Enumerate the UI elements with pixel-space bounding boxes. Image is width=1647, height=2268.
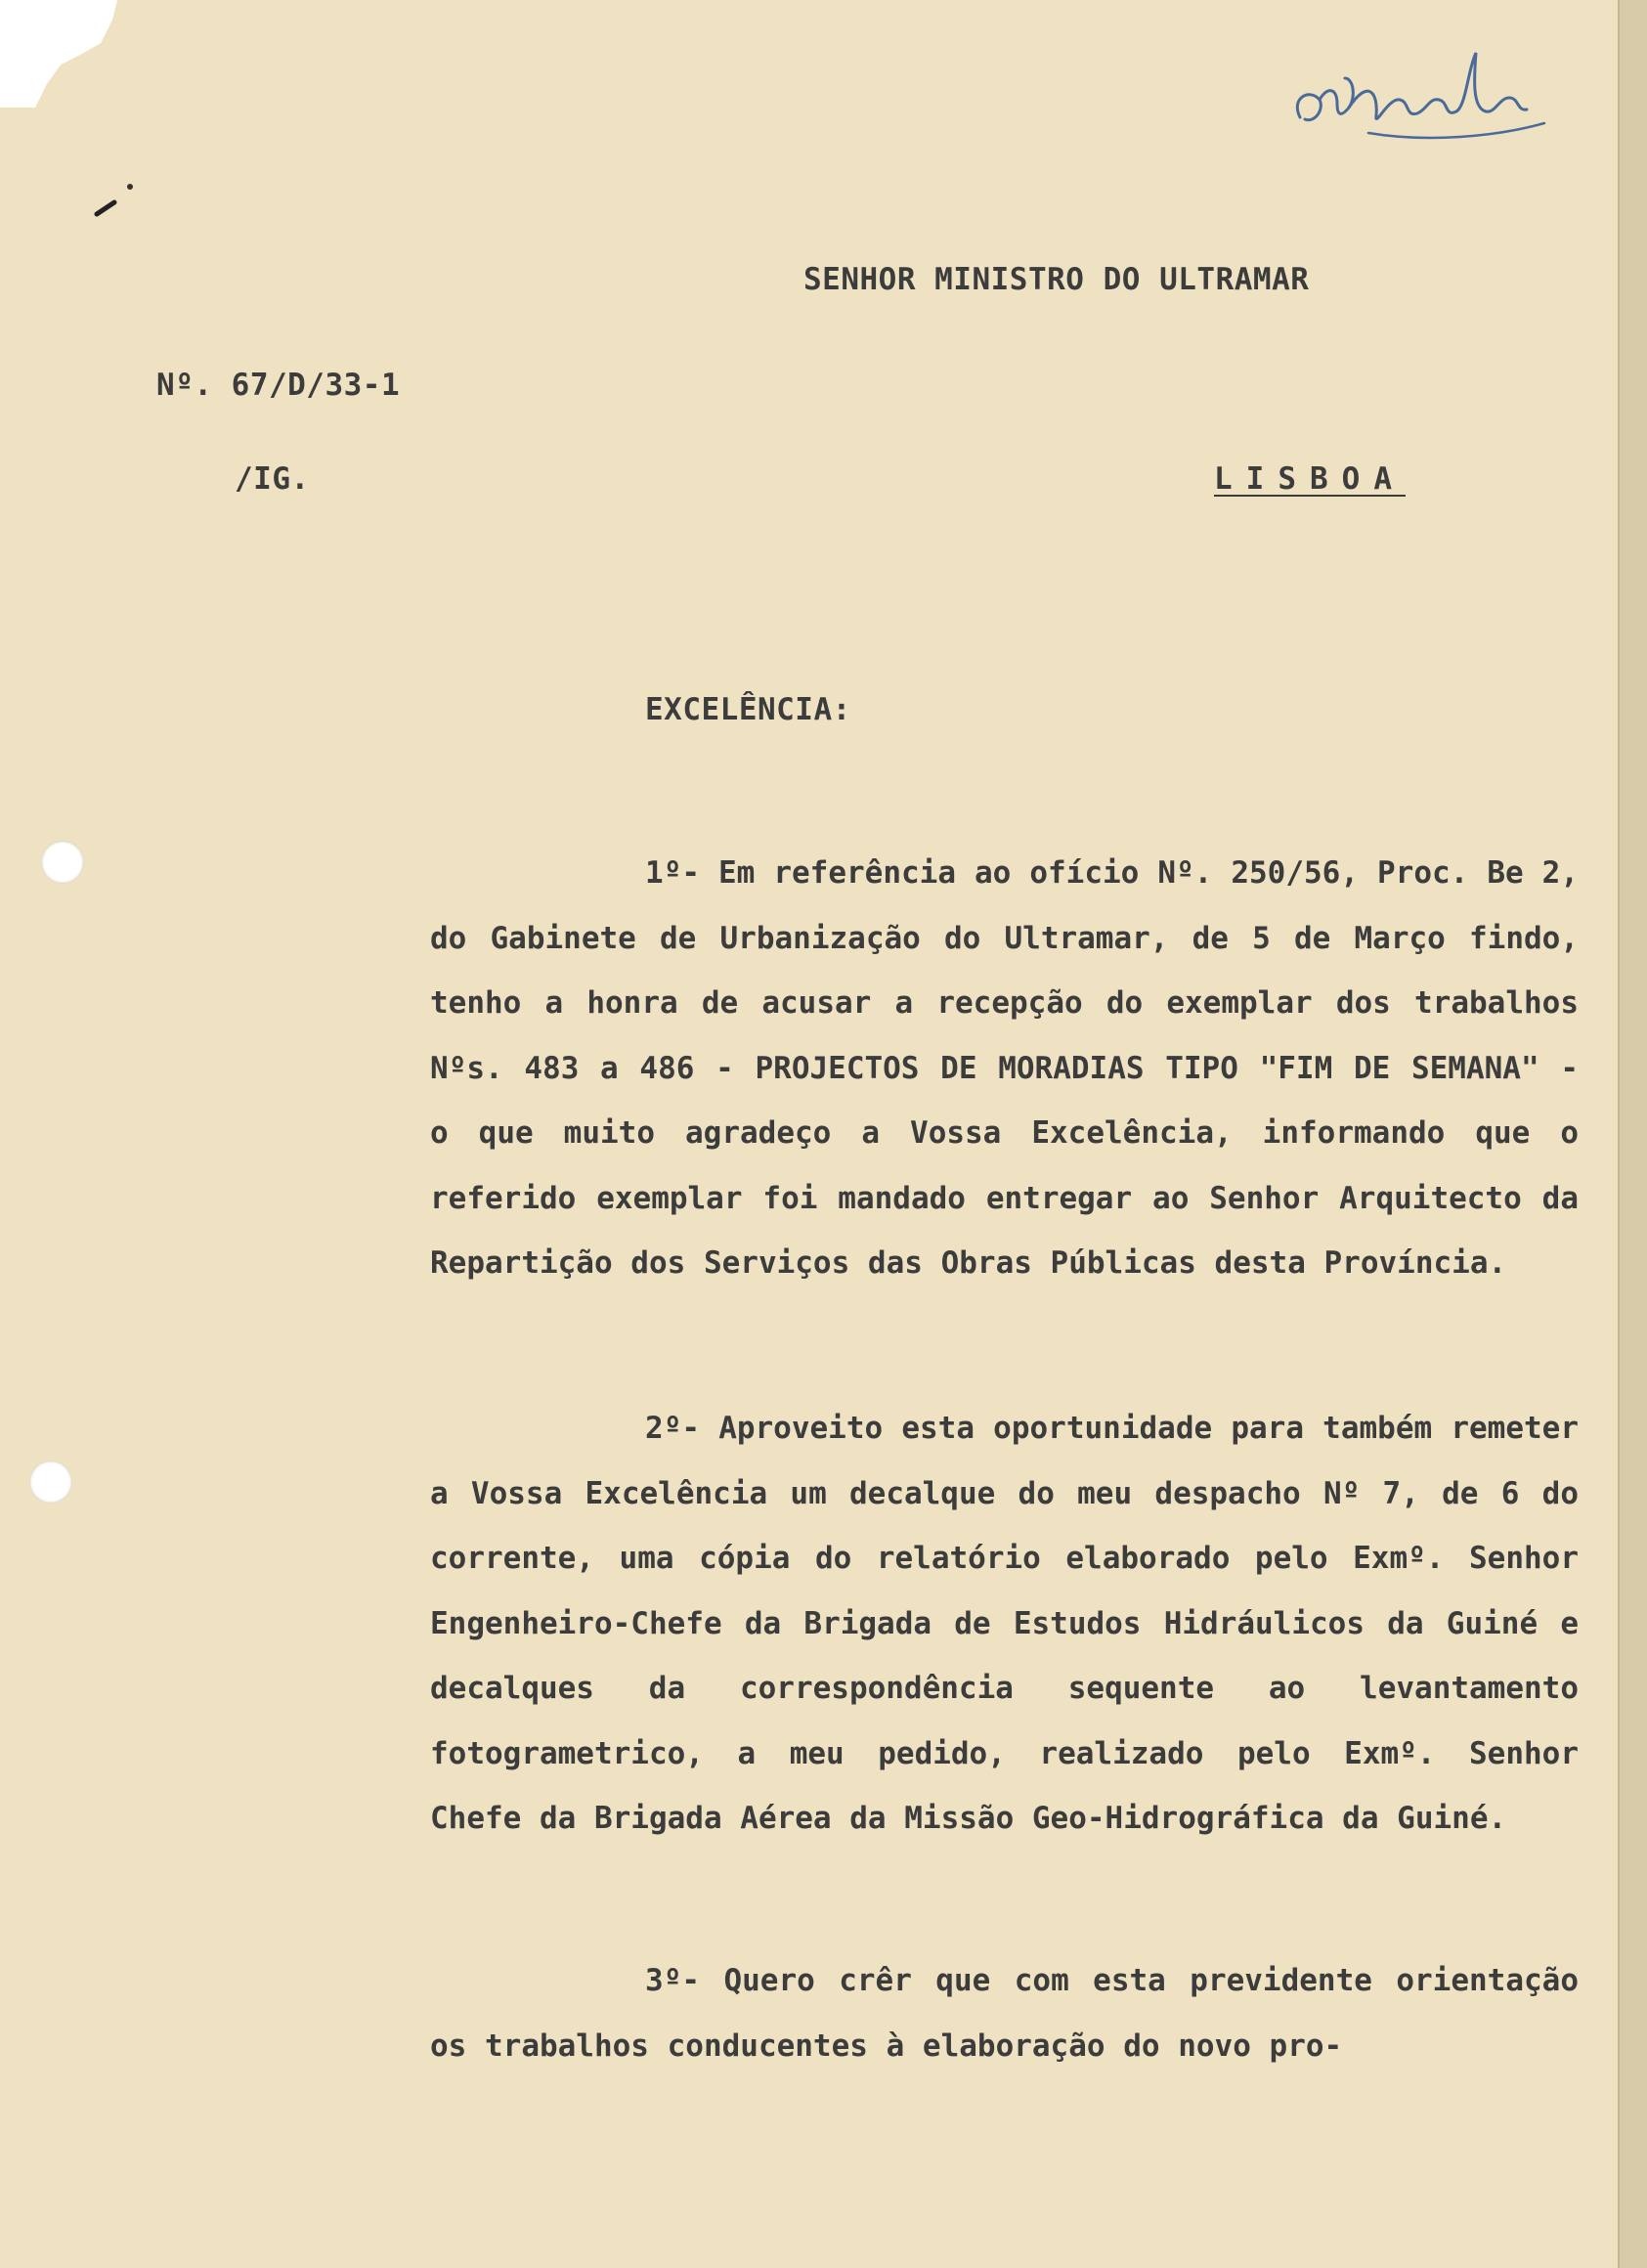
paragraph-text: Quero crêr que com esta previdente orientação os trabalhos conducentes à elaboração do novo pro- xyxy=(430,1963,1579,2064)
paragraph-number: 2º- xyxy=(645,1411,700,1446)
reference-number: Nº. 67/D/33-1 xyxy=(156,368,401,403)
pen-mark-icon xyxy=(93,181,137,220)
addressee-heading: SENHOR MINISTRO DO ULTRAMAR xyxy=(803,262,1310,297)
paragraph-3 xyxy=(430,1948,1579,2078)
city-heading: LISBOA xyxy=(1214,461,1406,497)
paragraph-number: 1º- xyxy=(645,855,700,891)
punch-hole-top xyxy=(41,841,84,884)
paragraph-text: Aproveito esta oportunidade para também remeter a Vossa Excelência um decalque do meu despacho Nº 7, de 6 do corrente, uma cópia do relatório elaborado pelo Exmº. Senhor Engenheiro-Chefe da Brigada de Estudos Hidráulicos da Guiné e decalques da correspondência sequente ao levantamento fotogrametrico, a meu pedido, realizado pelo Exmº. Senhor Chefe da Brigada Aérea da Missão Geo-Hidrográfica da Guiné. xyxy=(430,1411,1579,1836)
punch-hole-bottom xyxy=(29,1461,72,1504)
torn-corner xyxy=(0,0,117,108)
paragraph-1 xyxy=(430,841,1579,1296)
handwritten-signature xyxy=(1280,39,1564,156)
paragraph-text: Em referência ao ofício Nº. 250/56, Proc. Be 2, do Gabinete de Urbanização do Ultramar, de 5 de Março findo, tenho a honra de acusar a recepção do exemplar dos trabalhos Nºs. 483 a 486 - PROJECTOS DE MORADIAS TIPO "FIM DE SEMANA" - o que muito agradeço a Vossa Excelência, informando que o referido exemplar foi mandado entregar ao Senhor Arquitecto da Repartição dos Serviços das Obras Públicas desta Província. xyxy=(430,855,1579,1281)
page-edge xyxy=(1618,0,1647,2268)
paragraph-number: 3º- xyxy=(645,1963,700,1998)
salutation: EXCELÊNCIA: xyxy=(645,692,851,727)
reference-suffix: /IG. xyxy=(235,461,310,497)
paragraph-2 xyxy=(430,1396,1579,1852)
